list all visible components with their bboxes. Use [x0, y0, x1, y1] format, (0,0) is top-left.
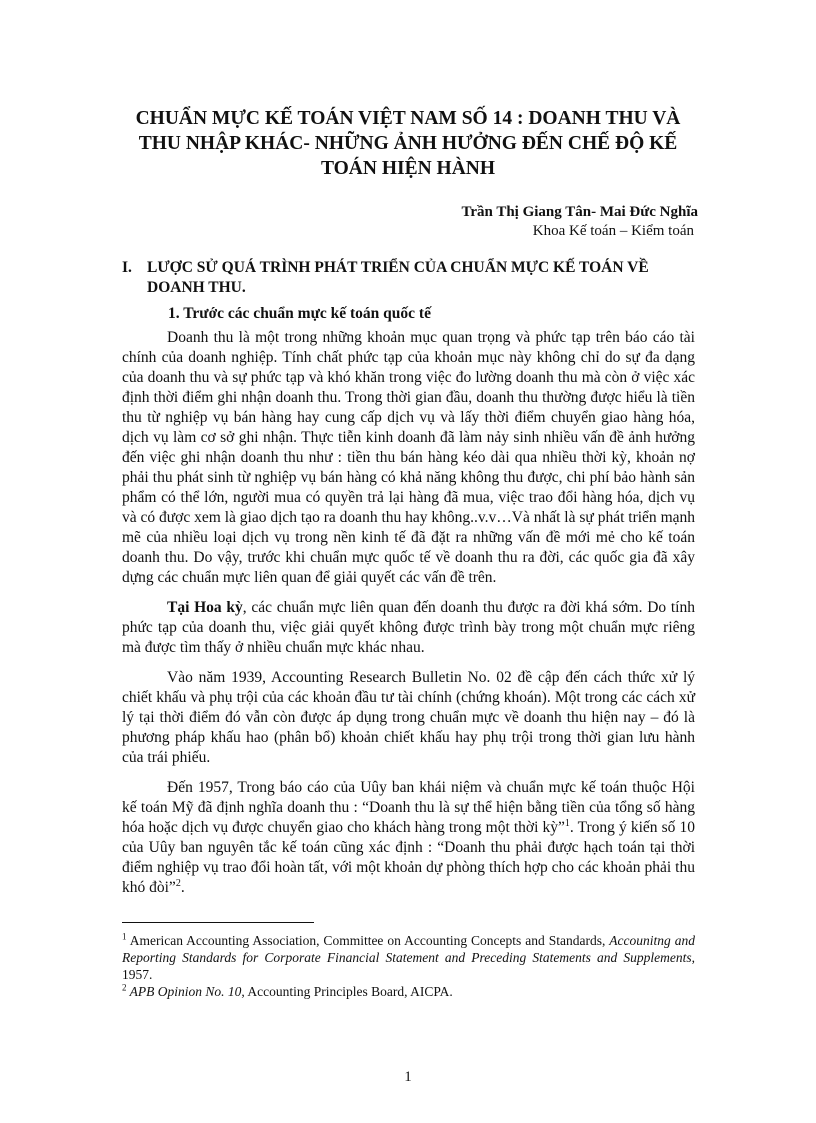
title-line-2: THU NHẬP KHÁC- NHỮNG ẢNH HƯỞNG ĐẾN CHẾ ĐỘ KẾ — [138, 133, 678, 154]
paragraph-2-text: , các chuẩn mực liên quan đến doanh thu được ra đời khá sớm. Do tính phức tạp của doanh thu, việc giải quyết không được trình bày trong một chuẩn mực riêng mà được tìm thấy ở nhiều chuẩn mực khác nhau. — [122, 599, 695, 656]
title-line-1: CHUẨN MỰC KẾ TOÁN VIỆT NAM SỐ 14 : DOANH THU VÀ — [135, 108, 681, 129]
footnote-1 — [122, 932, 695, 983]
footnote-ref-1: 1 — [564, 817, 570, 829]
subsection-heading: 1. Trước các chuẩn mực kế toán quốc tế — [168, 305, 431, 322]
paragraph-4-text-b: . Trong ý kiến số 10 của Uûy ban nguyên tắc kế toán cũng xác định : “Doanh thu phải được hạch toán tại thời điểm nghiệp vụ trao đổi hoàn tất, với một khoản dự phòng thích hợp cho các khoản phải thu khó đòi” — [122, 819, 695, 896]
author-department: Khoa Kế toán – Kiểm toán — [532, 223, 694, 239]
footnote-1-text-b: , 1957. — [122, 950, 695, 982]
footnote-1-mark: 1 — [122, 931, 127, 942]
footnotes — [122, 932, 695, 1000]
footnote-1-italic: Accounitng and Reporting Standards for Corporate Financial Statement and Preceding Statements and Supplements — [122, 933, 695, 965]
title-line-3: TOÁN HIỆN HÀNH — [320, 158, 496, 179]
paragraph-2-bold: Tại Hoa kỳ — [167, 599, 243, 616]
footnote-separator — [122, 922, 314, 923]
footnote-2 — [122, 983, 695, 1000]
section-number: I. — [122, 259, 132, 276]
page-title — [110, 106, 706, 181]
author-names: Trần Thị Giang Tân- Mai Đức Nghĩa — [461, 204, 698, 220]
footnote-2-text: , Accounting Principles Board, AICPA. — [241, 984, 453, 999]
footnote-2-italic: APB Opinion No. 10 — [126, 984, 242, 999]
footnote-1-text-a: American Accounting Association, Committee on Accounting Concepts and Standards, — [126, 933, 610, 948]
page-number: 1 — [404, 1069, 412, 1085]
author-block — [461, 203, 698, 241]
paragraph-1: Doanh thu là một trong những khoản mục quan trọng và phức tạp trên báo cáo tài chính của doanh nghiệp. Tính chất phức tạp của khoản mục này không chỉ do sự đa dạng của doanh thu và sự phức tạp và khó khăn trong việc đo lường doanh thu mà còn ở việc xác định thời điểm ghi nhận doanh thu. Trong thời gian đầu, doanh thu thường được hiểu là tiền thu từ nghiệp vụ bán hàng hay cung cấp dịch vụ và lấy thời điểm chuyển giao hàng hóa, dịch vụ làm cơ sở ghi nhận. Thực tiễn kinh doanh đã làm nảy sinh nhiều vấn đề ảnh hưởng đến việc ghi nhận doanh thu như : tiền thu bán hàng kéo dài qua nhiều thời kỳ, khoản nợ phải thu phát sinh từ nghiệp vụ bán hàng có khả năng không thu được, chi phí bảo hành sản phẩm có thể lớn, người mua có quyền trả lại hàng đã mua, việc trao đổi hàng hóa, dịch vụ và có được xem là giao dịch tạo ra doanh thu hay không..v.v…Và nhất là sự phát triển mạnh mẽ của nhiều loại dịch vụ trong nền kinh tế đã đặt ra những vấn đề mới mẻ cho kế toán doanh thu. Do vậy, trước khi chuẩn mực quốc tế về doanh thu ra đời, các quốc gia đã xây dựng các chuẩn mực liên quan để giải quyết các vấn đề trên. — [122, 329, 695, 586]
paragraph-4 — [122, 778, 695, 898]
body-text — [122, 328, 695, 908]
paragraph-4-text-c: . — [180, 879, 185, 896]
footnote-2-mark: 2 — [122, 982, 127, 993]
section-heading — [122, 258, 649, 298]
section-title-line-1: LƯỢC SỬ QUÁ TRÌNH PHÁT TRIỂN CỦA CHUẨN MỰC KẾ TOÁN VỀ — [147, 259, 649, 276]
footnote-ref-2: 2 — [175, 877, 181, 889]
paragraph-3: Vào năm 1939, Accounting Research Bulletin No. 02 đề cập đến cách thức xử lý chiết khấu và phụ trội của các khoản đầu tư tài chính (chứng khoán). Một trong các cách xử lý tại thời điểm đó vẫn còn được áp dụng trong chuẩn mực về doanh thu hiện nay – đó là phương pháp khấu hao (phân bổ) khoản chiết khấu hay phụ trội trong thời gian lưu hành của trái phiếu. — [122, 669, 695, 766]
paragraph-4-text-a: Đến 1957, Trong báo cáo của Uûy ban khái niệm và chuẩn mực kế toán thuộc Hội kế toán Mỹ đã định nghĩa doanh thu : “Doanh thu là sự thể hiện bằng tiền của tổng số hàng hóa hoặc dịch vụ được chuyển giao cho khách hàng trong một thời kỳ” — [122, 779, 695, 836]
section-title-line-2: DOANH THU. — [147, 279, 246, 296]
paragraph-2 — [122, 598, 695, 658]
